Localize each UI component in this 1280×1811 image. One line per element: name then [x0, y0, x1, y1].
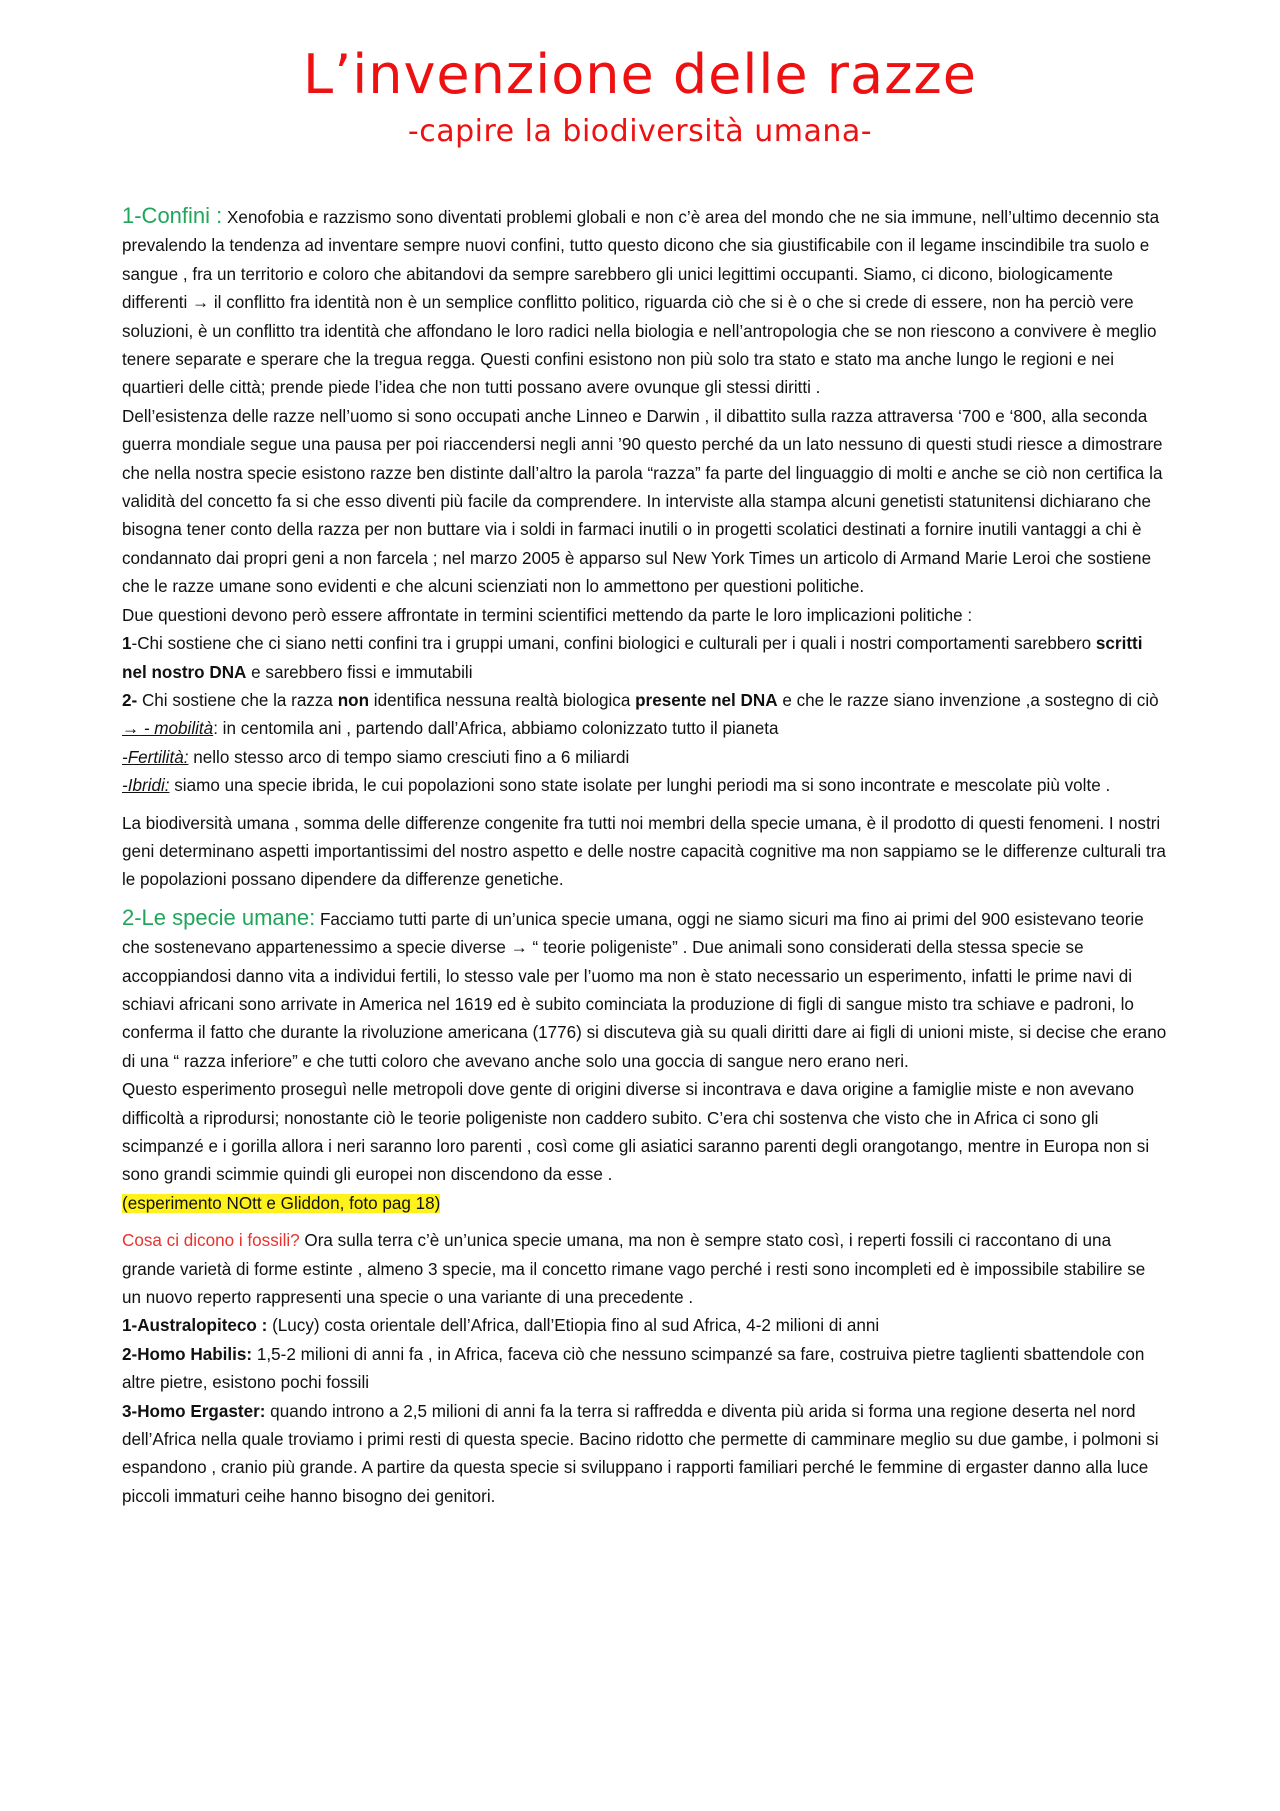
- list-item-australopiteco: 1-Australopiteco : (Lucy) costa orientale dell’Africa, dall’Etiopia fino al sud Africa, 4-2 milioni di anni: [122, 1316, 880, 1336]
- list-item-homo-habilis: 2-Homo Habilis: 1,5-2 milioni di anni fa , in Africa, faceva ciò che nessuno scimpanzé sa fare, costruiva pietre taglienti sbattendole con altre pietre, esistono pochi fossili: [122, 1344, 1145, 1393]
- paragraph-razze-dibattito: Dell’esistenza delle razze nell’uomo si sono occupati anche Linneo e Darwin , il dibattito sulla razza attraversa ‘700 e ‘800, alla seconda guerra mondiale segue una pausa per poi riaccendersi negli anni ’90 questo perché da un lato nessuno di questi studi riesce a dimostrare che nella nostra specie esistono razze ben distinte dall’altro la parola “razza” fa parte del linguaggio di molti e anche se ciò non certifica la validità del concetto fa si che esso diventi più facile da comprendere. In interviste alla stampa alcuni genetisti statunitensi dichiarano che bisogna tener conto della razza per non buttare via i soldi in farmaci inutili o in progetti scolatici destinati a fornire inutili vantaggi a chi è condannato dai propri geni a non farcela ; nel marzo 2005 è apparso sul New York Times un articolo di Armand Marie Leroi che sostiene che le razze umane sono evidenti e che alcuni scienziati non lo ammettono per questioni politiche.: [122, 406, 1163, 597]
- document-body: [122, 202, 1167, 1511]
- arrow-right-icon: →: [510, 938, 528, 958]
- section-confini-intro: 1-Confini : Xenofobia e razzismo sono diventati problemi globali e non c’è area del mondo che ne sia immune, nell’ultimo decennio sta prevalendo la tendenza ad inventare sempre nuovi confini, tutto questo dicono che sia giustificabile con il legame inscindibile tra suolo e sangue , fra un territorio e coloro che abitandovi da sempre sarebbero gli unici legittimi occupanti. Siamo, ci dicono, biologicamente differenti → il conflitto fra identità non è un semplice conflitto politico, riguarda ciò che si è o che si crede di essere, non ha perciò vere soluzioni, è un conflitto tra identità che affondano le loro radici nella biologia e nell’antropologia che se non riescono a convivere è meglio tenere separate e sperare che la tregua regga. Questi confini esistono non più solo tra stato e stato ma anche lungo le regioni e nei quartieri delle città; prende piede l’idea che non tutti possano avere ovunque gli stessi diritti .: [122, 203, 1160, 398]
- section-fossili-intro: Cosa ci dicono i fossili? Ora sulla terra c’è un’unica specie umana, ma non è sempre stato così, i reperti fossili ci raccontano di una grande varietà di forme estinte , almeno 3 specie, ma il concetto rimane vago perché i resti sono incompleti ed è impossibile stabilire se un nuovo reperto rappresenti una specie o una variante di una precedente .: [122, 1231, 1146, 1308]
- section-heading-fossili: Cosa ci dicono i fossili?: [122, 1231, 300, 1251]
- mobilita-label: → - mobilità: [122, 719, 214, 739]
- page-title: L’invenzione delle razze: [303, 43, 977, 106]
- list-item-ibridi: -Ibridi: siamo una specie ibrida, le cui popolazioni sono state isolate per lunghi periodi ma si sono incontrate e mescolate più volte .: [122, 776, 1111, 796]
- arrow-right-icon: →: [192, 293, 210, 313]
- list-item-fertilita: -Fertilità: nello stesso arco di tempo siamo cresciuti fino a 6 miliardi: [122, 747, 630, 767]
- list-item-homo-ergaster: 3-Homo Ergaster: quando introno a 2,5 milioni di anni fa la terra si raffredda e diventa più arida si forma una regione deserta nel nord dell’Africa nella quale troviamo i primi resti di questa specie. Bacino ridotto che permette di camminare meglio su due gambe, i polmoni si espandono , cranio più grande. A partire da questa specie si sviluppano i rapporti familiari perché le femmine di ergaster danno alla luce piccoli immaturi ceihe hanno bisogno dei genitori.: [122, 1401, 1159, 1506]
- paragraph-biodiversita: La biodiversità umana , somma delle differenze congenite fra tutti noi membri della specie umana, è il prodotto di questi fenomeni. I nostri geni determinano aspetti importantissimi del nostro aspetto e delle nostre capacità cognitive ma non sappiamo se le differenze culturali tra le popolazioni possano dipendere da differenze genetiche.: [122, 813, 1166, 890]
- list-item-questione-1: 1-Chi sostiene che ci siano netti confini tra i gruppi umani, confini biologici e culturali per i quali i nostri comportamenti sarebbero scritti nel nostro DNA e sarebbero fissi e immutabili: [122, 634, 1143, 682]
- section-heading-confini: 1-Confini :: [122, 203, 223, 228]
- arrow-right-icon: →: [122, 719, 140, 739]
- page-subtitle: -capire la biodiversità umana-: [407, 114, 873, 149]
- list-item-questione-2: 2- Chi sostiene che la razza non identifica nessuna realtà biologica presente nel DNA e che le razze siano invenzione ,a sostegno di ciò → - mobilità: in centomila ani , partendo dall’Africa, abbiamo colonizzato tutto il pianeta: [122, 690, 1159, 739]
- highlight-note: (esperimento NOtt e Gliddon, foto pag 18): [122, 1193, 441, 1213]
- section-heading-specie-umane: 2-Le specie umane:: [122, 904, 316, 930]
- paragraph-esperimento: Questo esperimento proseguì nelle metropoli dove gente di origini diverse si incontrava e dava origine a famiglie miste e non avevano difficoltà a riprodursi; nonostante ciò le teorie poligeniste non caddero subito. C’era chi sostenva che visto che in Africa ci sono gli scimpanzé e i gorilla allora i neri saranno loro parenti , così come gli asiatici saranno parenti degli orangotango, mentre in Europa non si sono grandi scimmie quindi gli europei non discendono da esse .: [122, 1080, 1150, 1185]
- paragraph-due-questioni: Due questioni devono però essere affrontate in termini scientifici mettendo da parte le loro implicazioni politiche :: [122, 605, 973, 625]
- section-specie-umane-intro: 2-Le specie umane: Facciamo tutti parte di un’unica specie umana, oggi ne siamo sicuri ma fino ai primi del 900 esistevano teorie che sostenevano appartenessimo a specie diverse → “ teorie poligeniste” . Due animali sono considerati della stessa specie se accoppiandosi danno vita a individui fertili, lo stesso vale per l’uomo ma non è stato necessario un esperimento, infatti le prime navi di schiavi africani sono arrivate in America nel 1619 ed è subito cominciata la produzione di figli di sangue misto tra schiave e padroni, lo conferma il fatto che durante la rivoluzione americana (1776) si discuteva già su quali diritti dare ai figli di unioni miste, si decise che erano di una “ razza inferiore” e che tutti coloro che avevano anche solo una goccia di sangue nero erano neri.: [122, 904, 1167, 1071]
